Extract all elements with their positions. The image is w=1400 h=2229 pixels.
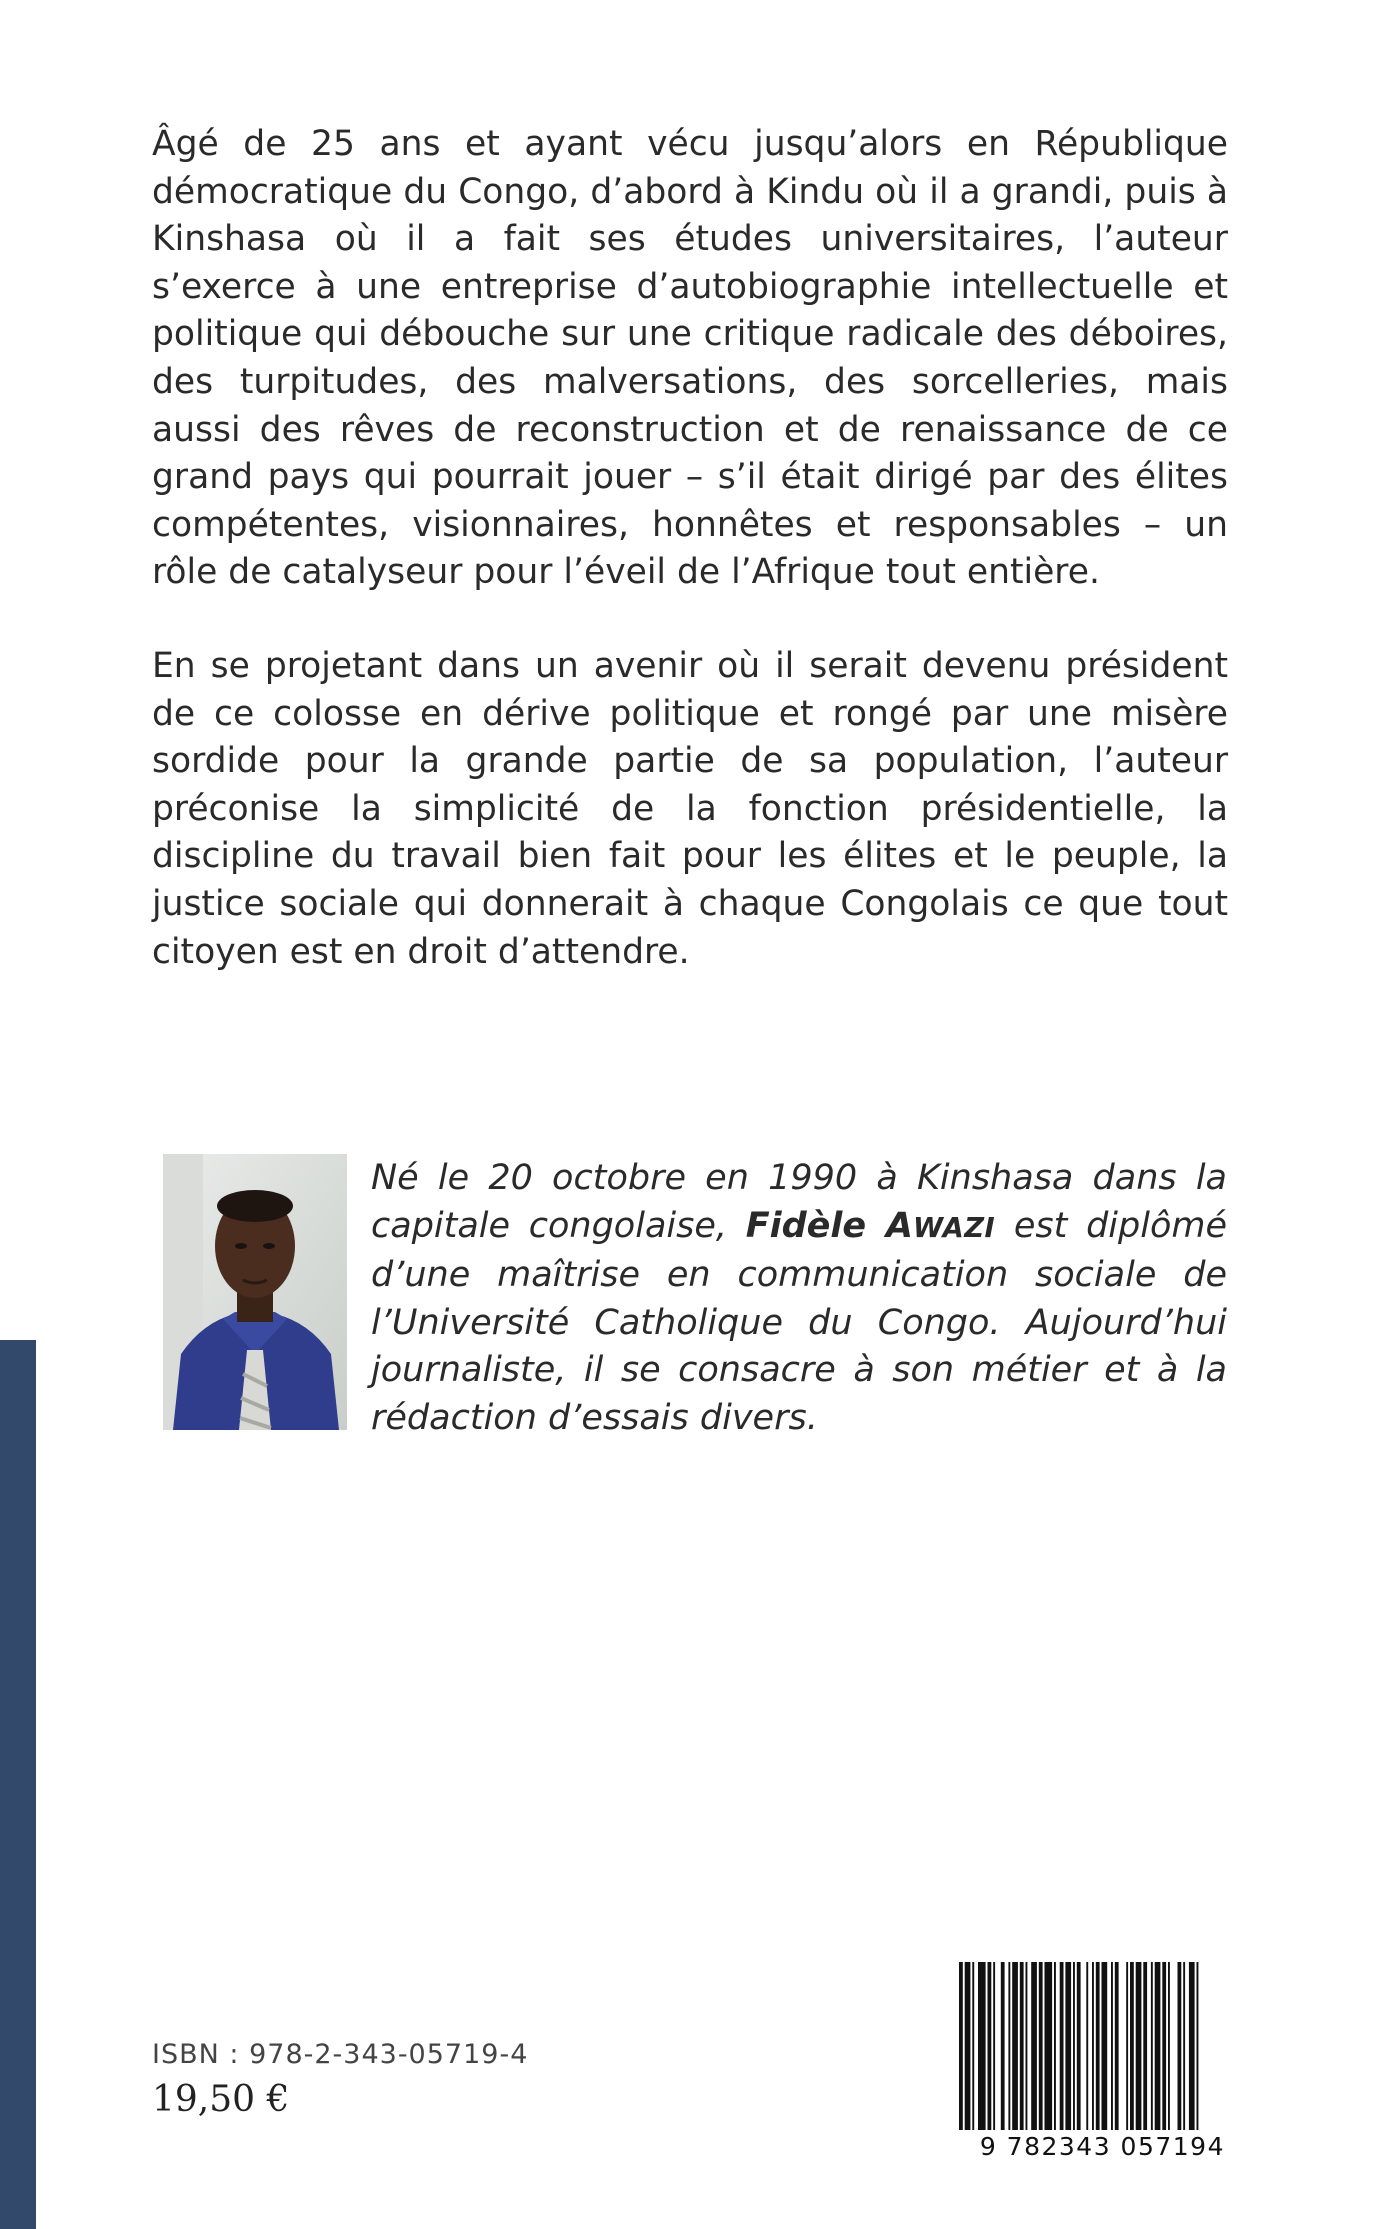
- barcode-bar: [1178, 1962, 1182, 2130]
- barcode-bar: [1183, 1962, 1185, 2130]
- barcode-bar: [1155, 1962, 1161, 2130]
- barcode-bar: [959, 1962, 963, 2130]
- barcode-bar: [1031, 1962, 1037, 2130]
- barcode-bar: [1197, 1962, 1199, 2130]
- barcode-bar: [1130, 1962, 1134, 2130]
- barcode: [955, 1962, 1225, 2130]
- barcode-bar: [1092, 1962, 1094, 2130]
- barcode-digits: 9 782343 057194: [979, 2132, 1225, 2161]
- bio-text-end: est diplômé d’une maîtrise en communication sociale de l’Université Catholique du Congo. Aujourd’hui journaliste, il se consacre à son métier et à la rédaction d’essais divers.: [371, 1205, 1227, 1438]
- barcode-bar: [1001, 1962, 1005, 2130]
- barcode-bar: [1168, 1962, 1170, 2130]
- barcode-bar: [1111, 1962, 1113, 2130]
- author-name: [746, 1206, 996, 1246]
- barcode-bar: [1086, 1962, 1088, 2130]
- barcode-bar: [1026, 1962, 1028, 2130]
- barcode-bar: [1115, 1962, 1119, 2130]
- barcode-bar: [1077, 1962, 1081, 2130]
- author-name-smallcaps: WAZI: [912, 1212, 996, 1244]
- summary-paragraph-2: En se projetant dans un avenir où il serait devenu président de ce colosse en dérive politique et rongé par une misère sordide pour la grande partie de sa population, l’auteur préconise la simplicité de la fonction présidentielle, la discipline du travail bien fait pour les élites et le peuple, la justice sociale qui donnerait à chaque Congolais ce que tout citoyen est en droit d’attendre.: [152, 646, 1228, 972]
- barcode-bar: [1126, 1962, 1128, 2130]
- summary-paragraph-1: Âgé de 25 ans et ayant vécu jusqu’alors en République démocratique du Congo, d’abord à Kindu où il a grandi, puis à Kinshasa où il a fait ses études universitaires, l’auteur s’exerce à une entreprise d’autobiographie intellectuelle et politique qui débouche sur une critique radicale des déboires, des turpitudes, des malversations, des sorcelleries, mais aussi des rêves de reconstruction et de renaissance de ce grand pays qui pourrait jouer – s’il était dirigé par des élites compétentes, visionnaires, honnêtes et responsables – un rôle de catalyseur pour l’éveil de l’Afrique tout entière.: [152, 124, 1228, 593]
- author-bio: [371, 1155, 1227, 1443]
- barcode-bar: [1020, 1962, 1024, 2130]
- barcode-bar: [1162, 1962, 1166, 2130]
- isbn-label: ISBN : 978-2-343-05719-4: [152, 2039, 529, 2070]
- barcode-bar: [1073, 1962, 1075, 2130]
- barcode-bar: [1096, 1962, 1100, 2130]
- barcode-bar: [1065, 1962, 1071, 2130]
- author-photo: [163, 1154, 347, 1430]
- price-label: 19,50 €: [152, 2079, 290, 2120]
- barcode-bar: [978, 1962, 986, 2130]
- barcode-bar: [1054, 1962, 1056, 2130]
- barcode-bar: [1136, 1962, 1142, 2130]
- barcode-bar: [1060, 1962, 1064, 2130]
- barcode-bar: [1039, 1962, 1043, 2130]
- barcode-bar: [1008, 1962, 1010, 2130]
- barcode-bar: [988, 1962, 992, 2130]
- barcode-bar: [1102, 1962, 1108, 2130]
- spine-stripe: [0, 1340, 36, 2229]
- barcode-bar: [1151, 1962, 1153, 2130]
- barcode-bar: [993, 1962, 995, 2130]
- barcode-bar: [1012, 1962, 1018, 2130]
- barcode-bar: [1189, 1962, 1195, 2130]
- barcode-bar: [972, 1962, 974, 2130]
- barcode-bar: [965, 1962, 971, 2130]
- barcode-bar: [1143, 1962, 1147, 2130]
- author-name-first: Fidèle A: [745, 1205, 913, 1246]
- barcode-bar: [1045, 1962, 1053, 2130]
- bio-text-start: Né le 20 octobre en 1990 à Kinshasa dans la capitale congolaise,: [371, 1158, 1227, 1246]
